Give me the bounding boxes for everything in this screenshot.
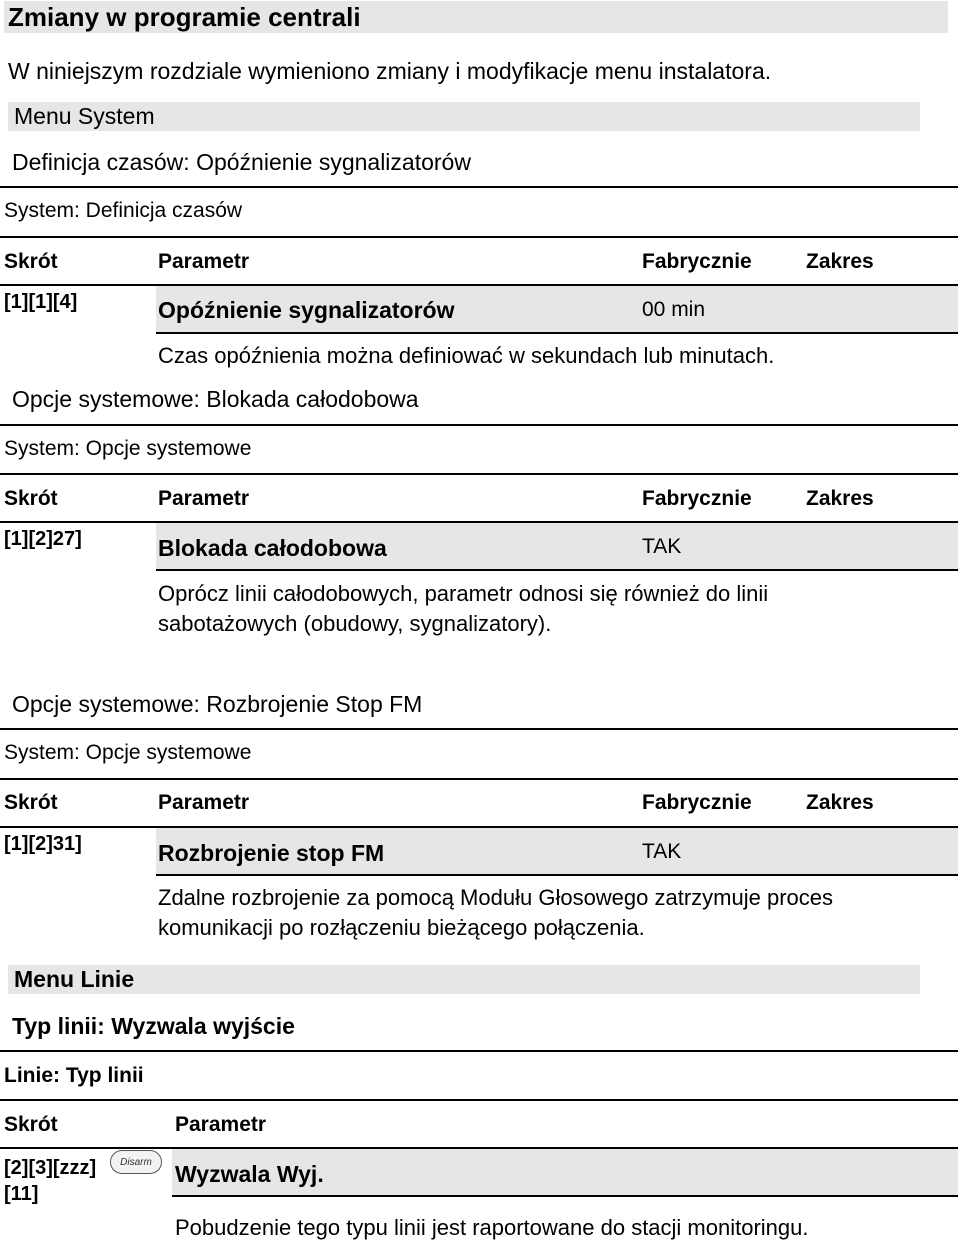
header-default: Fabrycznie (642, 250, 752, 273)
divider (0, 1050, 958, 1052)
param-name: Wyzwala Wyj. (175, 1161, 324, 1187)
header-code: Skrót (4, 487, 58, 510)
menu-heading-system: Menu System (14, 103, 155, 129)
disarm-icon: Disarm (110, 1150, 162, 1174)
header-range: Zakres (806, 250, 874, 273)
divider (0, 424, 958, 426)
header-param: Parametr (158, 487, 250, 510)
divider (0, 778, 958, 780)
param-description: Zdalne rozbrojenie za pomocą Modułu Głosowego zatrzymuje proces (158, 885, 834, 910)
param-name: Blokada całodobowa (158, 535, 387, 561)
header-range: Zakres (806, 791, 874, 814)
param-name: Opóźnienie sygnalizatorów (158, 297, 455, 323)
header-default: Fabrycznie (642, 487, 752, 510)
intro-text: W niniejszym rozdziale wymieniono zmiany i modyfikacje menu instalatora. (8, 58, 772, 84)
param-description: sabotażowych (obudowy, sygnalizatory). (158, 611, 552, 636)
param-description: Oprócz linii całodobowych, parametr odnosi się również do linii (158, 581, 769, 606)
divider (172, 1195, 958, 1197)
default-value: 00 min (642, 298, 706, 321)
shortcut-code: [1][2]27] (4, 528, 82, 550)
default-value: TAK (642, 840, 682, 863)
header-code: Skrót (4, 1113, 58, 1136)
header-code: Skrót (4, 250, 58, 273)
shortcut-code: [2][3][zzz] (4, 1157, 97, 1179)
section-path: Linie: Typ linii (4, 1064, 144, 1087)
param-name: Rozbrojenie stop FM (158, 840, 385, 866)
menu-band (8, 965, 920, 994)
section-title: Opcje systemowe: Blokada całodobowa (12, 386, 419, 412)
section-title: Opcje systemowe: Rozbrojenie Stop FM (12, 691, 423, 717)
page-title: Zmiany w programie centrali (8, 2, 361, 32)
divider (0, 186, 958, 188)
section-path: System: Definicja czasów (4, 199, 243, 222)
shortcut-code: [1][1][4] (4, 291, 78, 313)
param-description: Pobudzenie tego typu linii jest raportowane do stacji monitoringu. (175, 1215, 809, 1240)
divider (156, 569, 958, 571)
divider (156, 874, 958, 876)
header-default: Fabrycznie (642, 791, 752, 814)
default-value: TAK (642, 535, 682, 558)
section-path: System: Opcje systemowe (4, 741, 252, 764)
section-title: Definicja czasów: Opóźnienie sygnalizatorów (12, 149, 471, 175)
header-code: Skrót (4, 791, 58, 814)
header-param: Parametr (158, 250, 250, 273)
shortcut-code: [11] (4, 1183, 39, 1205)
divider (0, 236, 958, 238)
param-description: komunikacji po rozłączeniu bieżącego połączenia. (158, 915, 645, 940)
header-range: Zakres (806, 487, 874, 510)
section-title: Typ linii: Wyzwala wyjście (12, 1013, 295, 1039)
shortcut-code: [1][2]31] (4, 833, 82, 855)
divider (0, 1099, 958, 1101)
divider (0, 728, 958, 730)
header-param: Parametr (158, 791, 250, 814)
menu-heading-linie: Menu Linie (14, 966, 135, 992)
param-description: Czas opóźnienia można definiować w sekundach lub minutach. (158, 343, 775, 368)
section-path: System: Opcje systemowe (4, 437, 252, 460)
divider (0, 473, 958, 475)
header-param: Parametr (175, 1113, 267, 1136)
divider (156, 332, 958, 334)
